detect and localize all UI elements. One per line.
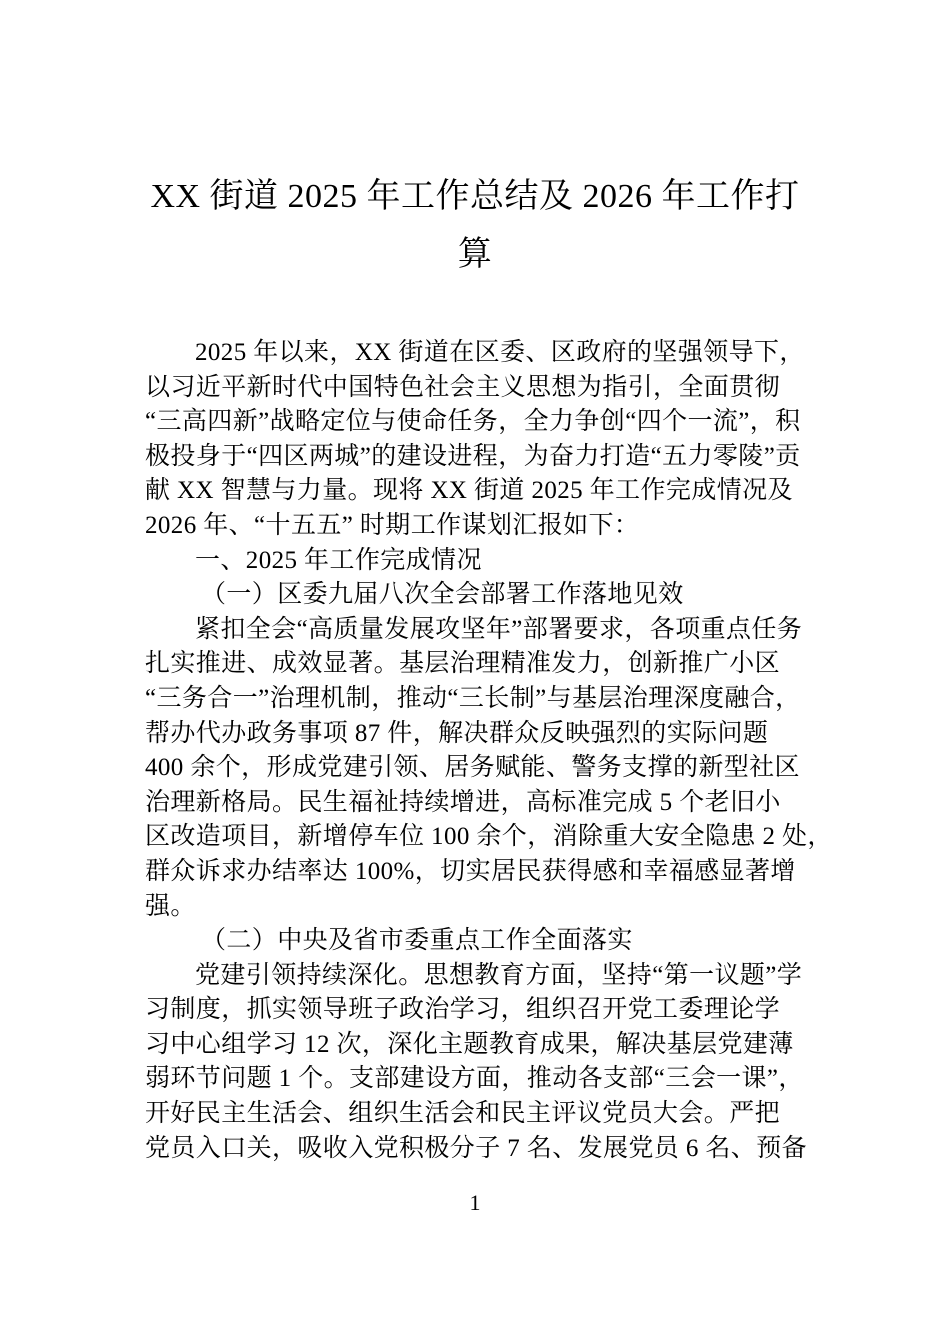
body-line: 2025 年以来，XX 街道在区委、区政府的坚强领导下， bbox=[195, 339, 805, 366]
body-line: 以习近平新时代中国特色社会主义思想为指引，全面贯彻 bbox=[145, 373, 781, 401]
body-line: 极投身于“四区两城”的建设进程，为奋力打造“五力零陵”贡 bbox=[145, 442, 801, 470]
body-line: 献 XX 智慧与力量。现将 XX 街道 2025 年工作完成情况及 bbox=[145, 477, 793, 505]
body-line: 400 余个，形成党建引领、居务赋能、警务支撑的新型社区 bbox=[145, 754, 800, 782]
body-line: 开好民主生活会、组织生活会和民主评议党员大会。严把 bbox=[145, 1100, 781, 1128]
document-body bbox=[145, 336, 833, 1166]
body-line: 党建引领持续深化。思想教育方面，坚持“第一议题”学 bbox=[195, 961, 803, 989]
body-line: （二）中央及省市委重点工作全面落实 bbox=[201, 927, 633, 955]
body-line: 群众诉求办结率达 100%，切实居民获得感和幸福感显著增 bbox=[145, 857, 796, 885]
body-line: “三务合一”治理机制，推动“三长制”与基层治理深度融合， bbox=[145, 684, 801, 712]
body-line: 习制度，抓实领导班子政治学习，组织召开党工委理论学 bbox=[145, 996, 781, 1024]
body-line: 习中心组学习 12 次，深化主题教育成果，解决基层党建薄 bbox=[145, 1030, 794, 1058]
document-title bbox=[145, 168, 805, 284]
body-line: 帮办代办政务事项 87 件，解决群众反映强烈的实际问题 bbox=[145, 719, 769, 747]
body-line: 紧扣全会“高质量发展攻坚年”部署要求，各项重点任务 bbox=[195, 615, 803, 643]
body-line: “三高四新”战略定位与使命任务，全力争创“四个一流”，积 bbox=[145, 408, 801, 436]
body-line: 扎实推进、成效显著。基层治理精准发力，创新推广小区 bbox=[145, 650, 781, 678]
body-line: 治理新格局。民生福祉持续增进，高标准完成 5 个老旧小 bbox=[145, 788, 781, 816]
body-line: 强。 bbox=[145, 892, 196, 920]
page-number: 1 bbox=[469, 1190, 481, 1215]
body-line: 党员入口关，吸收入党积极分子 7 名、发展党员 6 名、预备 bbox=[145, 1134, 808, 1162]
body-line: 弱环节问题 1 个。支部建设方面，推动各支部“三会一课”， bbox=[145, 1065, 804, 1093]
body-line: 一、2025 年工作完成情况 bbox=[195, 546, 482, 574]
body-line: （一）区委九届八次全会部署工作落地见效 bbox=[201, 581, 684, 609]
body-line: 区改造项目，新增停车位 100 余个，消除重大安全隐患 2 处， bbox=[145, 823, 833, 851]
body-line: 2026 年、“十五五” 时期工作谋划汇报如下： bbox=[145, 511, 640, 539]
title-line-2: 算 bbox=[457, 236, 493, 273]
title-line-1: XX 街道 2025 年工作总结及 2026 年工作打 bbox=[150, 178, 800, 215]
